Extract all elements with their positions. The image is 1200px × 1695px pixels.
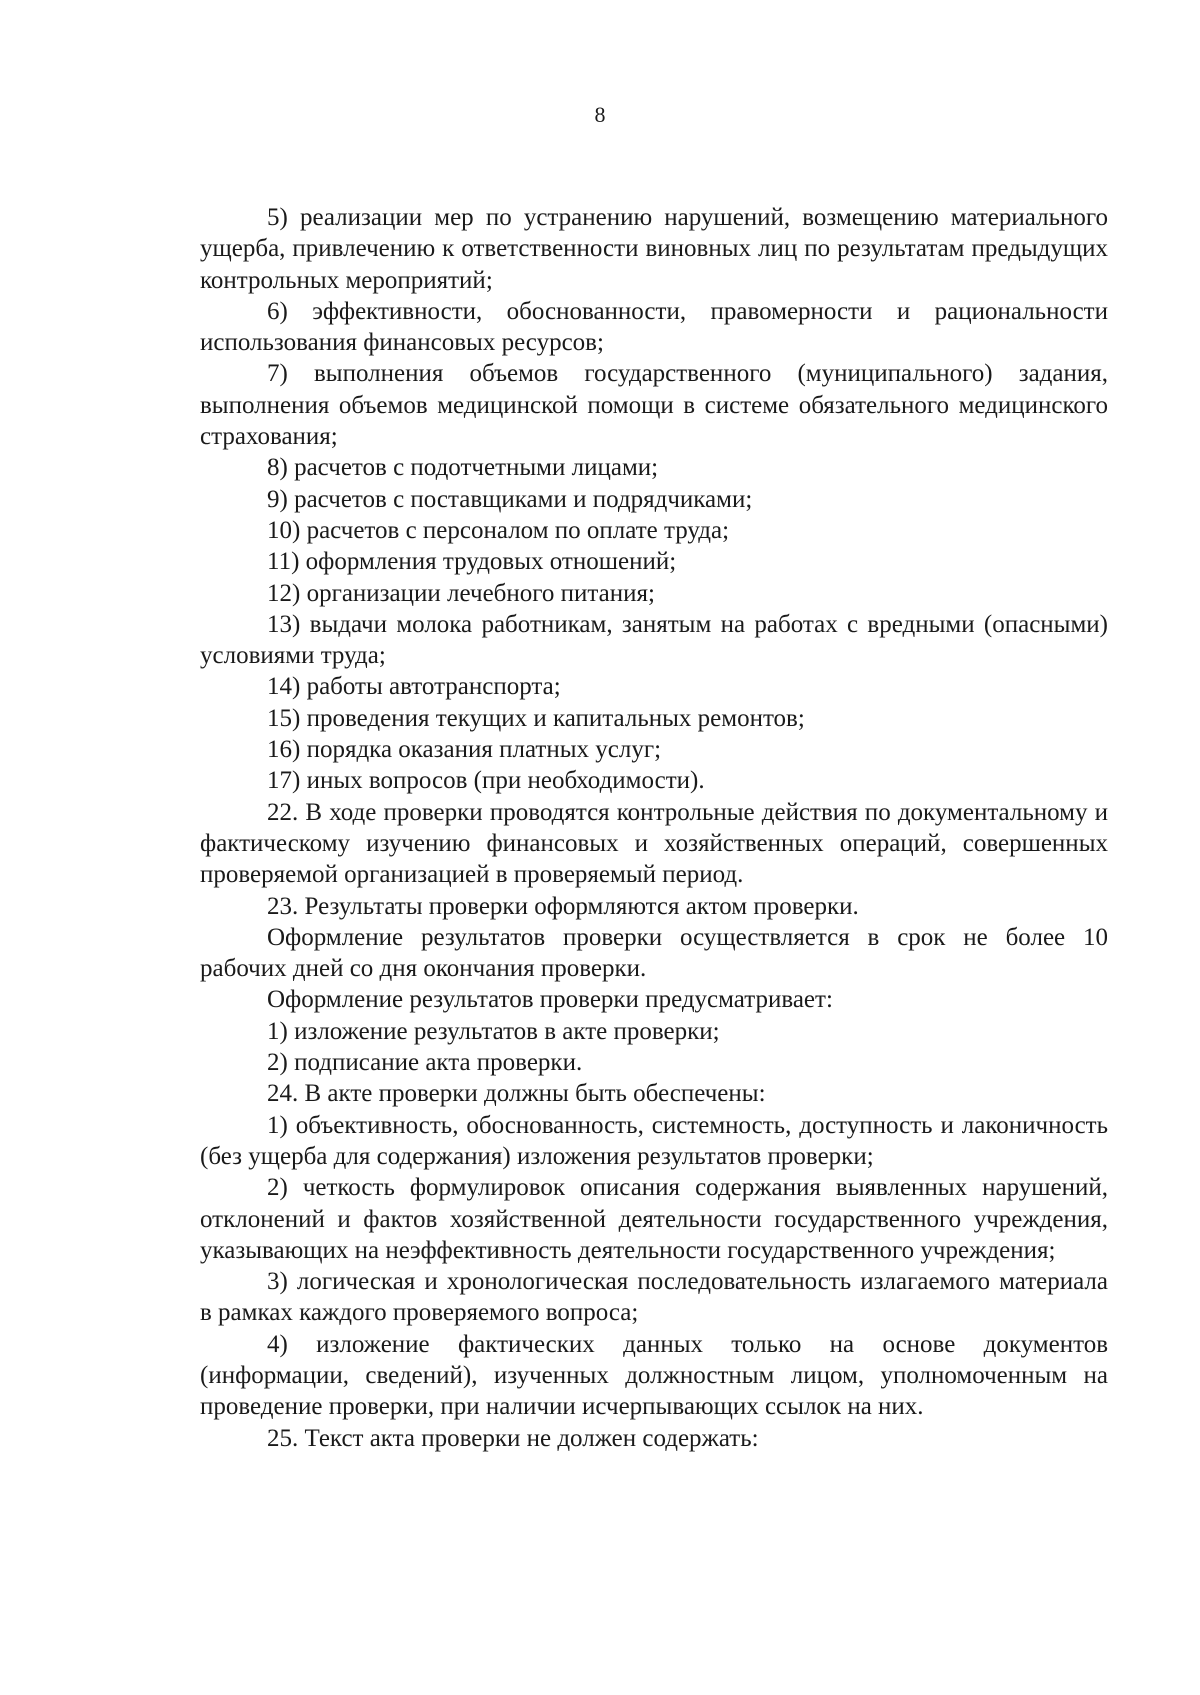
paragraph-req-2: 2) четкость формулировок описания содержания выявленных нарушений, отклонений и фактов хозяйственной деятельности государственного учреждения, указывающих на неэффективность деятельности государственного учреждения;	[200, 1174, 1108, 1264]
paragraph-item-17: 17) иных вопросов (при необходимости).	[267, 767, 705, 795]
paragraph-deadline: Оформление результатов проверки осуществляется в срок не более 10 рабочих дней со дня окончания проверки.	[200, 923, 1108, 983]
paragraph-item-5: 5) реализации мер по устранению нарушений, возмещению материального ущерба, привлечению к ответственности виновных лиц по результатам предыдущих контрольных мероприятий;	[200, 204, 1108, 294]
paragraph-req-1: 1) объективность, обоснованность, системность, доступность и лаконичность (без ущерба для содержания) изложения результатов проверки;	[200, 1111, 1108, 1170]
document-body	[200, 202, 1108, 1454]
paragraph-req-4: 4) изложение фактических данных только на основе документов (информации, сведений), изученных должностным лицом, уполномоченным на проведение проверки, при наличии исчерпывающих ссылок на них.	[200, 1330, 1108, 1421]
paragraph-item-15: 15) проведения текущих и капитальных ремонтов;	[267, 704, 805, 732]
paragraph-provides: Оформление результатов проверки предусматривает:	[267, 986, 833, 1014]
paragraph-item-9: 9) расчетов с поставщиками и подрядчиками;	[267, 485, 753, 513]
paragraph-clause-25: 25. Текст акта проверки не должен содержать:	[267, 1424, 759, 1452]
paragraph-clause-22: 22. В ходе проверки проводятся контрольные действия по документальному и фактическому изучению финансовых и хозяйственных операций, совершенных проверяемой организацией в проверяемый период.	[200, 798, 1108, 889]
paragraph-item-8: 8) расчетов с подотчетными лицами;	[267, 454, 659, 482]
paragraph-item-10: 10) расчетов с персоналом по оплате труда;	[267, 516, 730, 544]
paragraph-req-3: 3) логическая и хронологическая последовательность излагаемого материала в рамках каждого проверяемого вопроса;	[200, 1268, 1108, 1327]
paragraph-item-11: 11) оформления трудовых отношений;	[267, 548, 677, 576]
page-number: 8	[594, 102, 606, 127]
paragraph-item-16: 16) порядка оказания платных услуг;	[267, 736, 662, 764]
paragraph-item-6: 6) эффективности, обоснованности, правомерности и рациональности использования финансовых ресурсов;	[200, 297, 1108, 357]
paragraph-sub-2: 2) подписание акта проверки.	[267, 1049, 583, 1077]
paragraph-clause-24: 24. В акте проверки должны быть обеспечены:	[267, 1080, 766, 1108]
paragraph-sub-1: 1) изложение результатов в акте проверки;	[267, 1017, 720, 1045]
paragraph-item-14: 14) работы автотранспорта;	[267, 673, 561, 701]
paragraph-item-12: 12) организации лечебного питания;	[267, 579, 655, 607]
paragraph-item-7: 7) выполнения объемов государственного (муниципального) задания, выполнения объемов медицинской помощи в системе обязательного медицинского страхования;	[200, 360, 1108, 451]
paragraph-clause-23: 23. Результаты проверки оформляются актом проверки.	[267, 892, 859, 920]
paragraph-item-13: 13) выдачи молока работникам, занятым на работах с вредными (опасными) условиями труда;	[200, 610, 1108, 670]
